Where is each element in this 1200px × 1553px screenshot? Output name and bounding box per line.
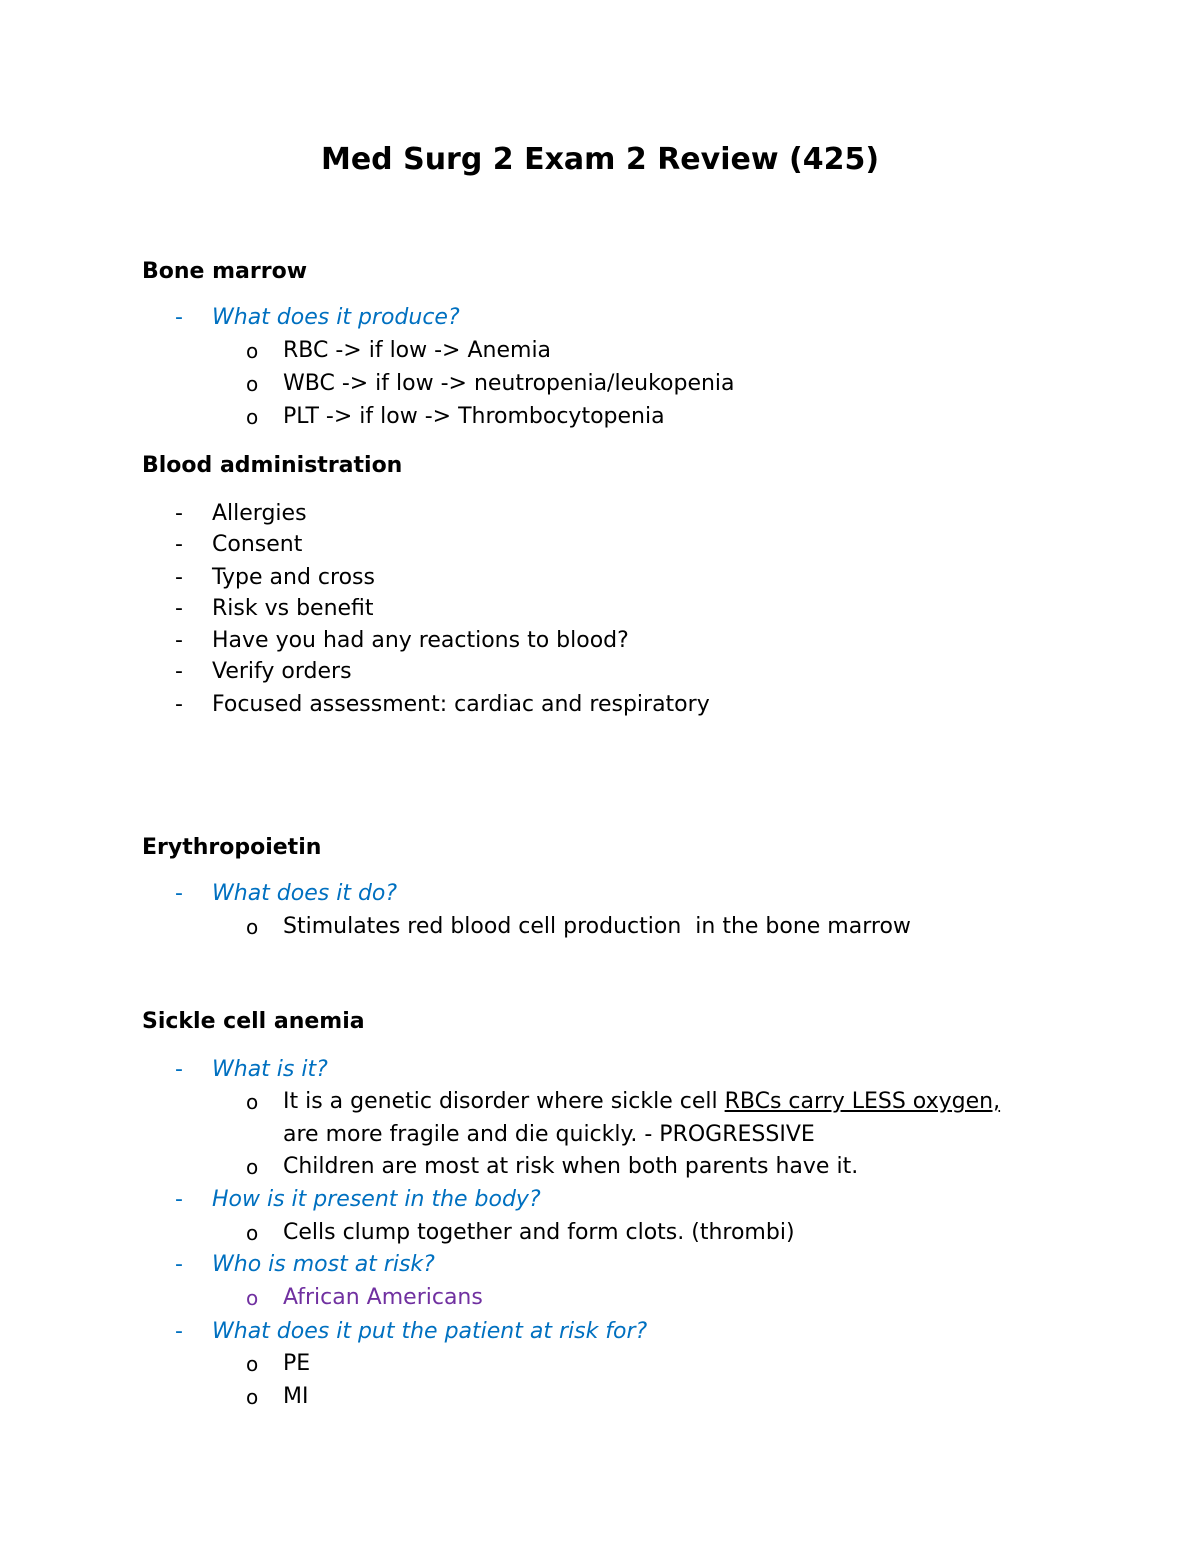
dash-marker: -: [175, 659, 183, 684]
dash-marker: -: [175, 1187, 183, 1212]
question-text: What does it put the patient at risk for?: [212, 1319, 648, 1344]
bullet-marker: o: [246, 1155, 259, 1179]
item-text: Have you had any reactions to blood?: [212, 628, 629, 653]
bullet-marker: o: [246, 1352, 259, 1376]
heading-erythropoietin: Erythropoietin: [142, 835, 322, 860]
item-text: are more fragile and die quickly. - PROGRESSIVE: [283, 1122, 815, 1147]
item-text: Risk vs benefit: [212, 596, 374, 621]
question-text: What is it?: [212, 1057, 328, 1082]
item-text: African Americans: [283, 1285, 483, 1310]
bullet-marker: o: [246, 405, 259, 429]
item-text: Children are most at risk when both parents have it.: [283, 1154, 859, 1179]
item-text: Focused assessment: cardiac and respiratory: [212, 692, 710, 717]
item-text: Allergies: [212, 501, 307, 526]
dash-marker: -: [175, 565, 183, 590]
heading-blood-administration: Blood administration: [142, 453, 403, 478]
item-text: MI: [283, 1384, 309, 1409]
bullet-marker: o: [246, 915, 259, 939]
dash-marker: -: [175, 692, 183, 717]
dash-marker: -: [175, 305, 183, 330]
underlined-text: RBCs carry LESS oxygen,: [724, 1089, 1001, 1114]
dash-marker: -: [175, 881, 183, 906]
item-text-part: It is a genetic disorder where sickle cell: [283, 1089, 725, 1114]
question-text: What does it do?: [212, 881, 398, 906]
item-text: RBC -> if low -> Anemia: [283, 338, 552, 363]
item-text: Verify orders: [212, 659, 352, 684]
dash-marker: -: [175, 1057, 183, 1082]
bullet-marker: o: [246, 1090, 259, 1114]
item-text: Cells clump together and form clots. (thrombi): [283, 1220, 795, 1245]
dash-marker: -: [175, 596, 183, 621]
item-text: PE: [283, 1351, 311, 1376]
question-text: Who is most at risk?: [212, 1252, 435, 1277]
dash-marker: -: [175, 628, 183, 653]
document-title: Med Surg 2 Exam 2 Review (425): [320, 142, 880, 177]
bullet-marker: o: [246, 1385, 259, 1409]
item-text: Consent: [212, 532, 303, 557]
bullet-marker: o: [246, 339, 259, 363]
item-text: Stimulates red blood cell production in the bone marrow: [283, 914, 911, 939]
bullet-marker: o: [246, 372, 259, 396]
question-text: How is it present in the body?: [212, 1187, 541, 1212]
dash-marker: -: [175, 501, 183, 526]
question-text: What does it produce?: [212, 305, 460, 330]
item-text: Type and cross: [212, 565, 375, 590]
bullet-marker: o: [246, 1221, 259, 1245]
dash-marker: -: [175, 1252, 183, 1277]
heading-sickle-cell-anemia: Sickle cell anemia: [142, 1009, 365, 1034]
item-text: PLT -> if low -> Thrombocytopenia: [283, 404, 665, 429]
dash-marker: -: [175, 1319, 183, 1344]
bullet-marker: o: [246, 1286, 259, 1310]
dash-marker: -: [175, 532, 183, 557]
heading-bone-marrow: Bone marrow: [142, 259, 308, 284]
item-text: WBC -> if low -> neutropenia/leukopenia: [283, 371, 735, 396]
item-text: [283, 1087, 1000, 1117]
